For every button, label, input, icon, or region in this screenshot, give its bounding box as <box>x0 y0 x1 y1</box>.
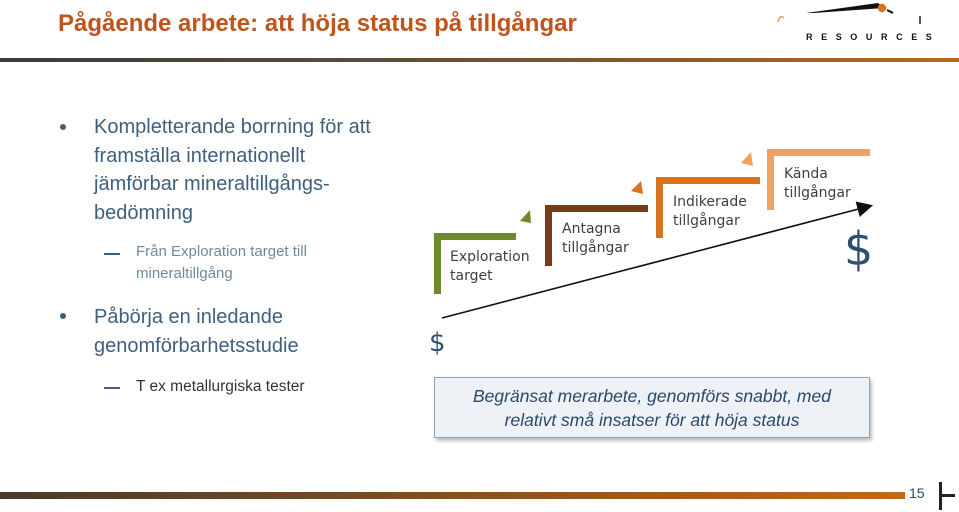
step-label-exploration <box>450 248 530 286</box>
high-value-dollar-icon: $ <box>844 222 874 276</box>
step-label-kanda <box>784 165 851 203</box>
step-label-indikerade-line-2: tillgångar <box>673 213 740 229</box>
bullet-1-text <box>94 113 424 227</box>
company-logo <box>770 0 930 34</box>
slide-title: Pågående arbete: att höja status på tillgångar <box>58 10 577 37</box>
footer-divider <box>0 492 905 499</box>
logo-tail <box>887 10 893 13</box>
bullet-dot <box>60 313 66 319</box>
step-label-exploration-line-1: Exploration <box>450 249 530 265</box>
step-label-kanda-line-1: Kända <box>784 166 828 182</box>
logo-wedge <box>806 3 884 13</box>
step-label-antagna-line-1: Antagna <box>562 221 621 237</box>
footer-bracket-icon <box>937 480 957 512</box>
logo-wordmark: RESOURCES <box>806 32 941 42</box>
callout-line-2: relativt små insatser för att höja status <box>504 410 800 430</box>
bullet-1-sub-text <box>136 241 396 285</box>
step-arrow-2 <box>631 181 643 194</box>
bullet-2-line-1: Påbörja en inledande <box>94 306 284 328</box>
bullet-2-text <box>94 303 424 360</box>
bullet-dot <box>60 124 66 130</box>
step-label-antagna <box>562 220 629 258</box>
bullet-1-line-2: framställa internationellt <box>94 144 306 167</box>
bullet-1-line-3: jämförbar mineraltillgångs- <box>94 173 330 195</box>
bullet-1-line-4: bedömning <box>94 201 193 224</box>
low-value-dollar-icon: $ <box>429 328 446 358</box>
logo-mark <box>919 16 921 24</box>
bullet-1-sub-line-2: mineraltillgång <box>136 265 233 282</box>
step-label-exploration-line-2: target <box>450 268 493 284</box>
bullet-1-sub-line-1: Från Exploration target till <box>136 243 307 260</box>
step-label-indikerade <box>673 193 747 231</box>
sub-bullet-dash <box>104 387 120 389</box>
callout-line-1: Begränsat merarbete, genomförs snabbt, med <box>473 386 831 406</box>
bullet-2-sub-line-1: T ex metallurgiska tester <box>136 378 305 395</box>
step-arrow-1 <box>520 210 531 223</box>
bullet-1-line-1: Kompletterande borrning för att <box>94 116 371 138</box>
step-label-kanda-line-2: tillgångar <box>784 185 851 201</box>
step-label-indikerade-line-1: Indikerade <box>673 194 747 210</box>
bullet-2-line-2: genomförbarhetsstudie <box>94 334 299 357</box>
step-label-antagna-line-2: tillgångar <box>562 240 629 256</box>
header-divider <box>0 58 959 62</box>
page-number: 15 <box>909 485 925 501</box>
summary-callout <box>434 377 870 438</box>
logo-swoosh <box>778 17 784 22</box>
step-arrow-3 <box>741 152 753 166</box>
sub-bullet-dash <box>104 253 120 255</box>
logo-orange-dot <box>878 4 886 12</box>
